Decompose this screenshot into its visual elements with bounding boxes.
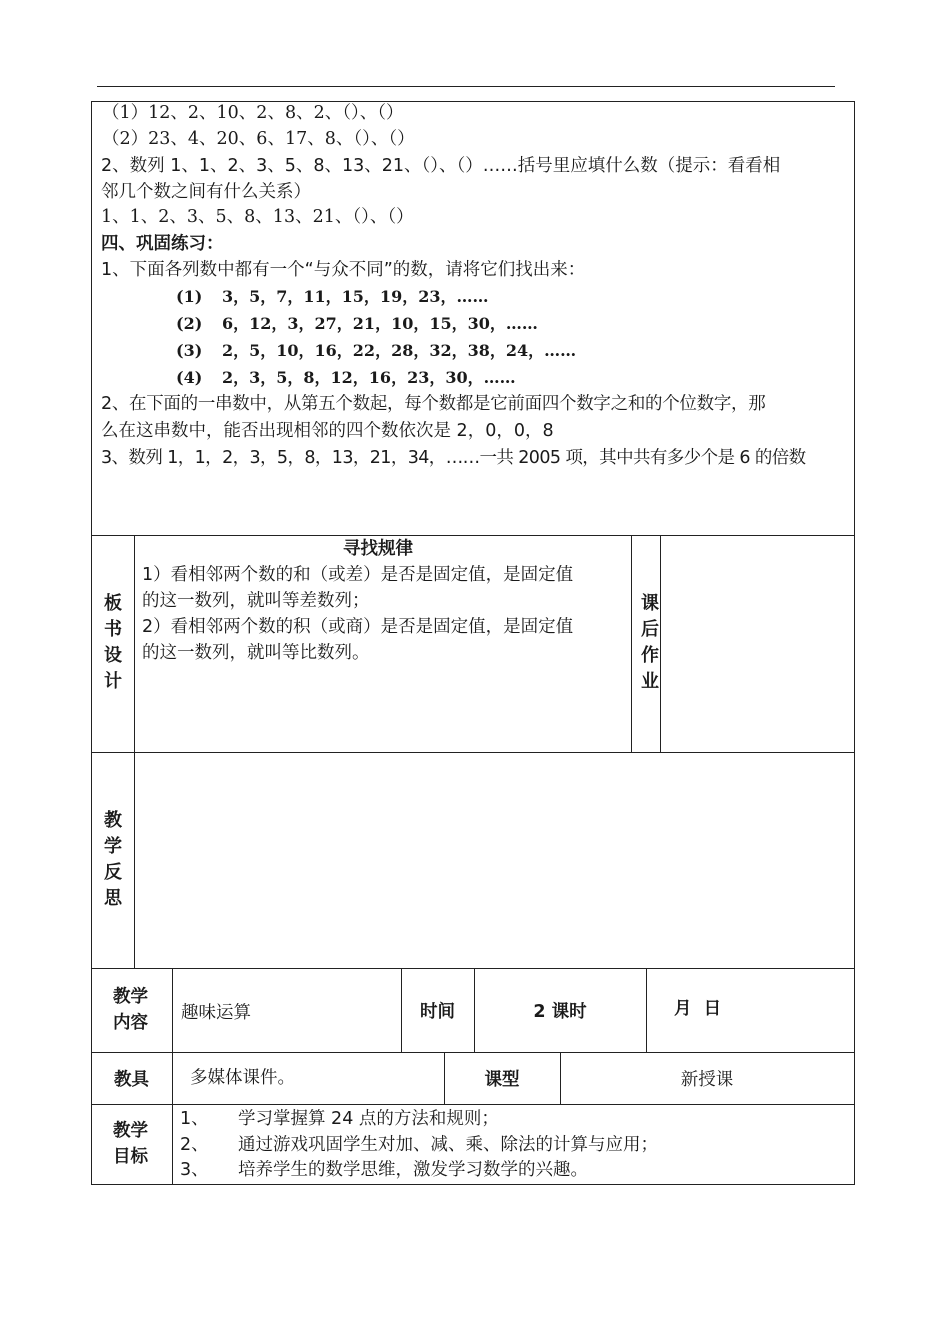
goal-text: 培养学生的数学思维，激发学习数学的兴趣。 (238, 1160, 588, 1180)
practice-line-1: （1）12、2、10、2、8、2、（）、（） (102, 103, 404, 123)
goal-text: 学习掌握算 24 点的方法和规则； (238, 1109, 499, 1129)
reflection-label-char: 思 (104, 888, 122, 909)
board-design-line: 的这一数列，就叫等比数列。 (142, 643, 370, 663)
row-divider (91, 1104, 855, 1105)
tools-value: 多媒体课件。 (190, 1068, 295, 1088)
board-design-line: 1）看相邻两个数的和（或差）是否是固定值，是固定值 (142, 565, 574, 585)
goal-number: 2、 (180, 1135, 209, 1155)
row-divider (91, 752, 855, 753)
col-divider (631, 535, 632, 752)
sequence-values: 6，12，3，27，21，10，15，30，…… (222, 314, 538, 333)
goal-text: 通过游戏巩固学生对加、减、乘、除法的计算与应用； (238, 1135, 658, 1155)
goal-number: 1、 (180, 1109, 209, 1129)
homework-label-char: 作 (641, 645, 659, 666)
type-label: 课型 (484, 1069, 520, 1090)
goals-label: 教学 (113, 1121, 148, 1141)
consolidation-q2-line-2: 么在这串数中，能否出现相邻的四个数依次是 2，0，0，8 (101, 421, 554, 441)
homework-label-char: 业 (641, 671, 659, 692)
consolidation-q2-line-1: 2、在下面的一串数中，从第五个数起，每个数都是它前面四个数字之和的个位数字，那 (101, 394, 766, 414)
date-value: 月 日 (674, 999, 722, 1019)
practice-q2-line-2: 邻几个数之间有什么关系） (101, 182, 311, 202)
row-divider (91, 535, 855, 536)
type-value: 新授课 (680, 1069, 734, 1090)
content-label: 内容 (113, 1013, 148, 1033)
content-label: 教学 (113, 987, 148, 1007)
practice-line-2: （2）23、4、20、6、17、8、（）、（） (102, 129, 415, 149)
homework-label-char: 课 (641, 593, 659, 614)
sequence-values: 2，5，10，16，22，28，32，38，24，…… (222, 341, 577, 360)
table-border-bottom (91, 1184, 855, 1185)
board-design-line: 2）看相邻两个数的积（或商）是否是固定值，是固定值 (142, 617, 574, 637)
goal-number: 3、 (180, 1160, 209, 1180)
col-divider (134, 535, 135, 752)
time-label: 时间 (420, 1001, 455, 1022)
consolidation-q3: 3、数列 1，1，2，3，5，8，13，21，34，……一共 2005 项，其中共有多少个是 6 的倍数 (101, 448, 806, 468)
sequence-label: (3) (176, 341, 203, 360)
board-design-line: 的这一数列，就叫等差数列； (142, 591, 370, 611)
col-divider (646, 968, 647, 1052)
time-value: 2 课时 (533, 1001, 587, 1022)
content-value: 趣味运算 (181, 1003, 251, 1023)
reflection-label-char: 反 (104, 862, 122, 883)
header-rule (97, 86, 835, 87)
practice-q2-line-3: 1、1、2、3、5、8、13、21、（）、（） (101, 207, 414, 227)
board-design-label-char: 设 (104, 645, 122, 666)
board-design-label-char: 书 (104, 619, 122, 640)
homework-label-char: 后 (641, 619, 659, 640)
sequence-label: (1) (176, 287, 203, 306)
board-design-label-char: 计 (104, 671, 122, 692)
goals-label: 目标 (113, 1147, 148, 1167)
consolidation-heading: 四、巩固练习： (101, 234, 224, 254)
col-divider (134, 752, 135, 968)
tools-label: 教具 (114, 1069, 149, 1090)
board-design-label-char: 板 (104, 593, 122, 614)
sequence-values: 3，5，7，11，15，19，23，…… (222, 287, 489, 306)
sequence-label: (4) (176, 368, 203, 387)
sequence-values: 2，3，5，8，12，16，23，30，…… (222, 368, 516, 387)
table-border-left (91, 101, 92, 1184)
board-design-title: 寻找规律 (343, 539, 413, 559)
table-border-right (854, 101, 855, 1184)
reflection-label-char: 学 (104, 836, 122, 857)
consolidation-q1: 1、下面各列数中都有一个“与众不同”的数，请将它们找出来： (101, 260, 586, 280)
sequence-label: (2) (176, 314, 203, 333)
practice-q2-line-1: 2、数列 1、1、2、3、5、8、13、21、（）、（）……括号里应填什么数（提示：看看相 (101, 156, 781, 176)
col-divider (172, 968, 173, 1184)
reflection-label-char: 教 (104, 810, 122, 831)
